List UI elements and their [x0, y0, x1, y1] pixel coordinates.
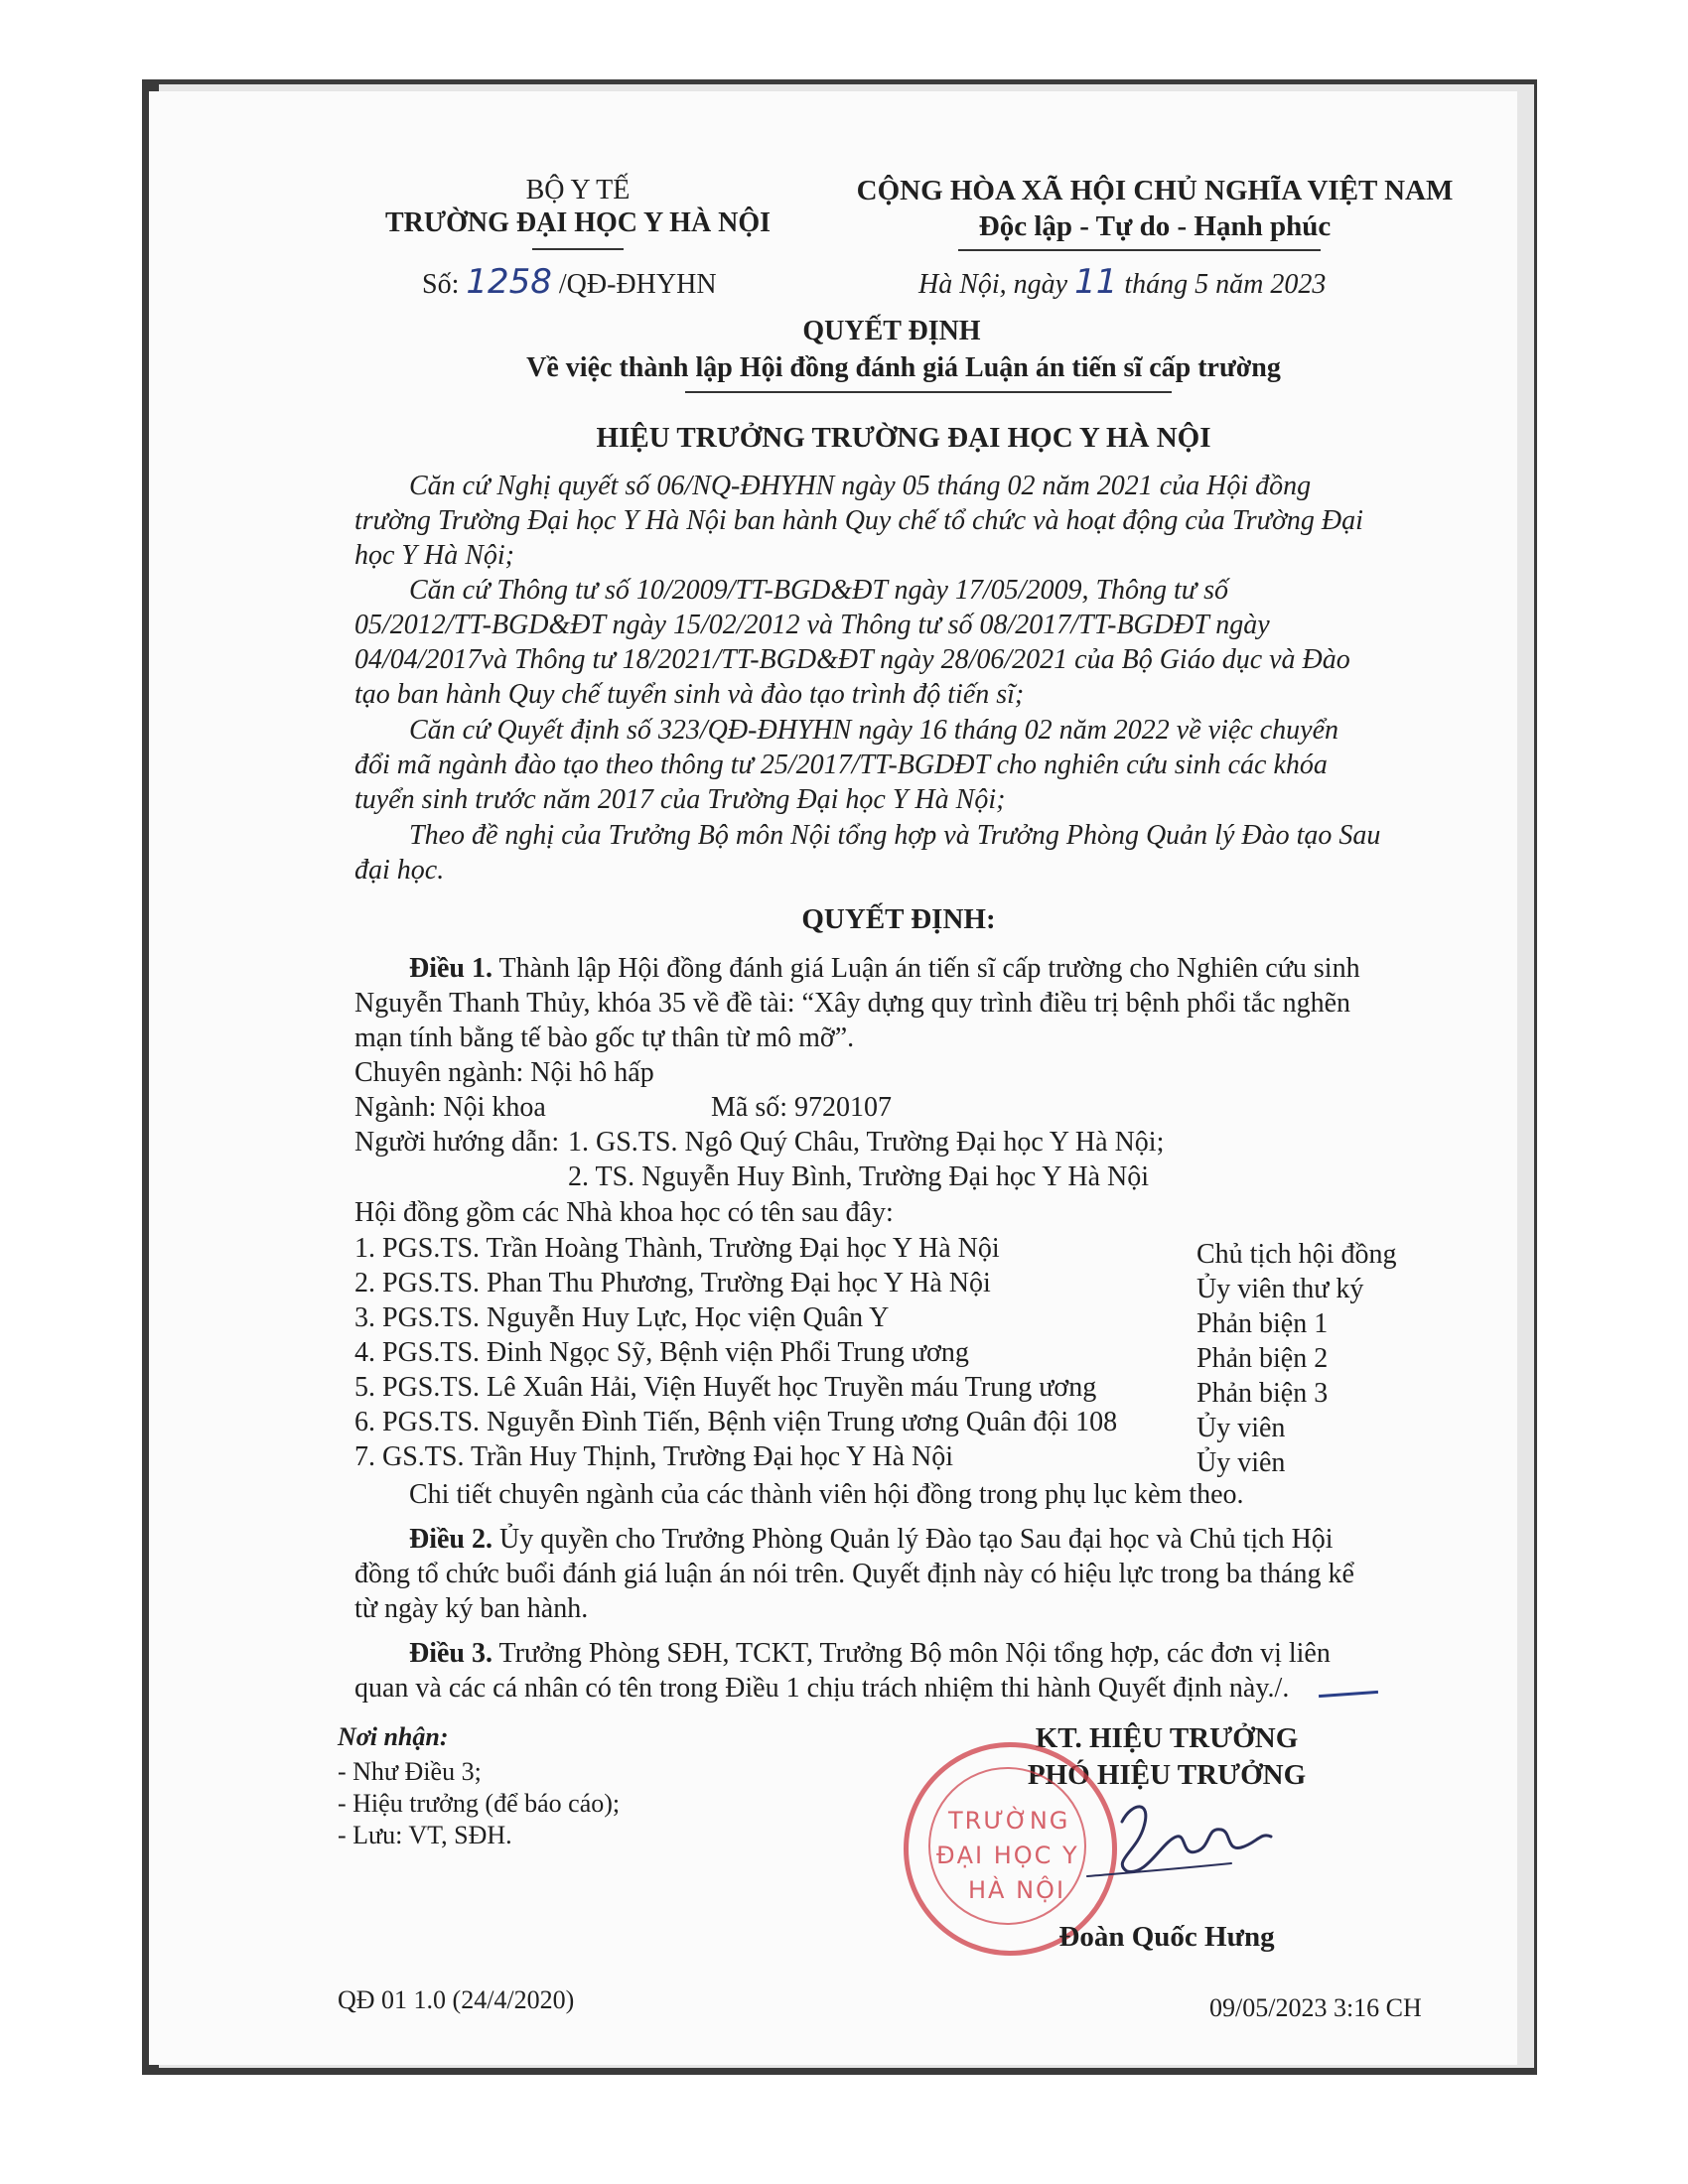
preamble-line: 05/2012/TT-BGD&ĐT ngày 15/02/2012 và Thông tư số 08/2017/TT-BGDĐT ngày — [354, 610, 1270, 640]
preamble-line: Căn cứ Nghị quyết số 06/NQ-ĐHYHN ngày 05 tháng 02 năm 2021 của Hội đồng — [409, 471, 1312, 501]
decision-number — [422, 262, 717, 302]
appendix-note: Chi tiết chuyên ngành của các thành viên hội đồng trong phụ lục kèm theo. — [409, 1479, 1244, 1510]
handwritten-signature — [1082, 1782, 1281, 1891]
recipients-title: Nơi nhận: — [338, 1722, 449, 1751]
recipient-item: - Lưu: VT, SĐH. — [338, 1821, 512, 1849]
preamble-line: tạo ban hành Quy chế tuyển sinh và đào tạo trình độ tiến sĩ; — [354, 679, 1025, 710]
university-underline — [532, 248, 624, 250]
advisor-item: 2. TS. Nguyễn Huy Bình, Trường Đại học Y Hà Nội — [568, 1161, 1150, 1192]
council-member-role: Ủy viên — [1196, 1447, 1286, 1478]
issuing-authority: HIỆU TRƯỞNG TRƯỜNG ĐẠI HỌC Y HÀ NỘI — [596, 422, 1211, 454]
council-member-role: Phản biện 2 — [1196, 1343, 1329, 1374]
signature-title: KT. HIỆU TRƯỞNG — [1035, 1722, 1299, 1754]
seal-line: TRƯỜNG — [948, 1807, 1070, 1835]
council-member-name: 5. PGS.TS. Lê Xuân Hải, Viện Huyết học Truyền máu Trung ương — [354, 1372, 1097, 1403]
motto-underline — [958, 249, 1321, 251]
university-name: TRƯỜNG ĐẠI HỌC Y HÀ NỘI — [384, 207, 772, 238]
council-member-name: 1. PGS.TS. Trần Hoàng Thành, Trường Đại học Y Hà Nội — [354, 1233, 1000, 1264]
council-member-name: 7. GS.TS. Trần Huy Thịnh, Trường Đại học Y Hà Nội — [354, 1441, 953, 1472]
council-member-role: Ủy viên thư ký — [1196, 1274, 1364, 1304]
print-timestamp: 09/05/2023 3:16 CH — [1209, 1993, 1422, 2022]
preamble-line: tuyển sinh trước năm 2017 của Trường Đại học Y Hà Nội; — [354, 784, 1006, 815]
advisor-label: Người hướng dẫn: — [354, 1127, 560, 1158]
date-prefix: Hà Nội, ngày — [918, 269, 1068, 300]
subject-underline — [685, 391, 1172, 393]
article2-label: Điều 2. — [409, 1524, 492, 1555]
specialty: Chuyên ngành: Nội hô hấp — [354, 1057, 654, 1088]
signer-name: Đoàn Quốc Hưng — [1058, 1921, 1275, 1953]
number-handwritten: 1258 — [466, 262, 552, 302]
article3-line: quan và các cá nhân có tên trong Điều 1 chịu trách nhiệm thi hành Quyết định này./. — [354, 1673, 1290, 1704]
council-member-role: Ủy viên — [1196, 1413, 1286, 1443]
preamble-line: Theo đề nghị của Trưởng Bộ môn Nội tổng hợp và Trưởng Phòng Quản lý Đào tạo Sau — [409, 820, 1381, 851]
country-name: CỘNG HÒA XÃ HỘI CHỦ NGHĨA VIỆT NAM — [856, 175, 1454, 206]
council-member-role: Phản biện 3 — [1196, 1378, 1329, 1409]
council-member-role: Phản biện 1 — [1196, 1308, 1329, 1339]
preamble-line: học Y Hà Nội; — [354, 540, 514, 571]
seal-line: ĐẠI HỌC Y — [936, 1842, 1079, 1869]
issue-date — [918, 262, 1326, 302]
preamble-line: đổi mã ngành đào tạo theo thông tư 25/2017/TT-BGDĐT cho nghiên cứu sinh các khóa — [354, 750, 1328, 780]
preamble-line: đại học. — [354, 855, 445, 886]
article1-first-line — [409, 953, 1360, 985]
preamble-line: 04/04/2017và Thông tư 18/2021/TT-BGD&ĐT ngày 28/06/2021 của Bộ Giáo dục và Đào — [354, 644, 1350, 675]
article3-label: Điều 3. — [409, 1638, 492, 1669]
document-title: QUYẾT ĐỊNH — [802, 316, 981, 346]
article1-line: mạn tính bằng tế bào gốc tự thân từ mô mỡ”. — [354, 1023, 855, 1053]
signature-position: PHÓ HIỆU TRƯỞNG — [1027, 1759, 1307, 1791]
council-member-name: 3. PGS.TS. Nguyễn Huy Lực, Học viện Quân Y — [354, 1302, 890, 1333]
council-member-name: 2. PGS.TS. Phan Thu Phương, Trường Đại học Y Hà Nội — [354, 1268, 991, 1298]
date-suffix: tháng 5 năm 2023 — [1124, 269, 1327, 300]
council-member-name: 6. PGS.TS. Nguyễn Đình Tiến, Bệnh viện Trung ương Quân đội 108 — [354, 1407, 1118, 1437]
advisor-item: 1. GS.TS. Ngô Quý Châu, Trường Đại học Y Hà Nội; — [568, 1127, 1165, 1158]
article1-text: Thành lập Hội đồng đánh giá Luận án tiến sĩ cấp trường cho Nghiên cứu sinh — [498, 953, 1360, 984]
preamble-line: Căn cứ Thông tư số 10/2009/TT-BGD&ĐT ngày 17/05/2009, Thông tư số — [409, 575, 1228, 606]
article3-text: Trưởng Phòng SĐH, TCKT, Trưởng Bộ môn Nội tổng hợp, các đơn vị liên — [498, 1638, 1331, 1669]
article2-first-line — [409, 1524, 1334, 1556]
article2-line: từ ngày ký ban hành. — [354, 1593, 589, 1624]
recipient-item: - Hiệu trưởng (để báo cáo); — [338, 1789, 621, 1818]
document-subject: Về việc thành lập Hội đồng đánh giá Luận án tiến sĩ cấp trường — [526, 352, 1281, 383]
preamble-line: trường Trường Đại học Y Hà Nội ban hành Quy chế tổ chức và hoạt động của Trường Đại — [354, 505, 1363, 536]
article3-first-line — [409, 1638, 1331, 1670]
council-member-name: 4. PGS.TS. Đinh Ngọc Sỹ, Bệnh viện Phổi Trung ương — [354, 1337, 969, 1368]
number-prefix: Số: — [422, 269, 460, 300]
article2-line: đồng tổ chức buổi đánh giá luận án nói trên. Quyết định này có hiệu lực trong ba tháng kể — [354, 1559, 1354, 1589]
recipient-item: - Như Điều 3; — [338, 1757, 482, 1786]
council-intro: Hội đồng gồm các Nhà khoa học có tên sau đây: — [354, 1197, 894, 1228]
major-code: Mã số: 9720107 — [711, 1092, 892, 1123]
ministry-name: BỘ Y TẾ — [525, 175, 631, 205]
number-suffix: /QĐ-ĐHYHN — [558, 269, 717, 300]
preamble-line: Căn cứ Quyết định số 323/QĐ-ĐHYHN ngày 16 tháng 02 năm 2022 về việc chuyển — [409, 715, 1338, 746]
council-member-role: Chủ tịch hội đồng — [1196, 1239, 1397, 1270]
national-motto: Độc lập - Tự do - Hạnh phúc — [978, 210, 1332, 242]
article1-label: Điều 1. — [409, 953, 492, 984]
form-code: QĐ 01 1.0 (24/4/2020) — [338, 1985, 575, 2014]
date-day-handwritten: 11 — [1074, 262, 1118, 302]
article1-line: Nguyễn Thanh Thủy, khóa 35 về đề tài: “Xây dựng quy trình điều trị bệnh phổi tắc nghẽn — [354, 988, 1350, 1019]
major: Ngành: Nội khoa — [354, 1092, 546, 1123]
decision-heading: QUYẾT ĐỊNH: — [801, 903, 996, 935]
seal-line: HÀ NỘI — [968, 1876, 1066, 1904]
article2-text: Ủy quyền cho Trưởng Phòng Quản lý Đào tạo Sau đại học và Chủ tịch Hội — [499, 1524, 1334, 1555]
